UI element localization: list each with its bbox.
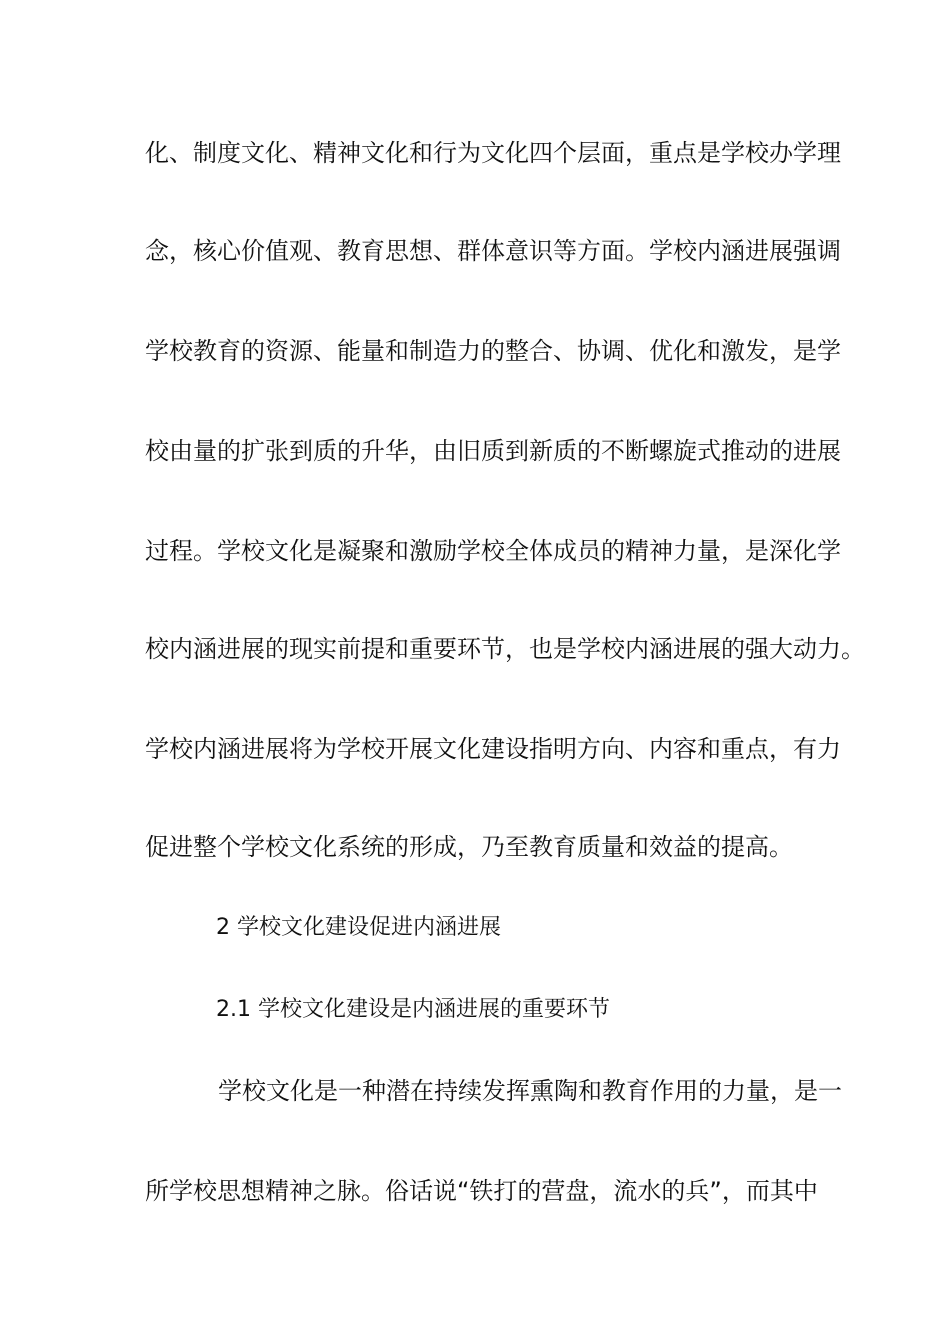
paragraph-line: 学校内涵进展将为学校开展文化建设指明方向、内容和重点，有力 (145, 735, 841, 763)
paragraph-line: 化、制度文化、精神文化和行为文化四个层面，重点是学校办学理 (145, 139, 841, 167)
paragraph-line: 学校文化是一种潜在持续发挥熏陶和教育作用的力量，是一 (218, 1077, 842, 1105)
section-heading: 2 学校文化建设促进内涵进展 (216, 915, 501, 940)
paragraph-line: 所学校思想精神之脉。俗话说“铁打的营盘，流水的兵”，而其中 (145, 1177, 818, 1205)
subsection-heading: 2.1 学校文化建设是内涵进展的重要环节 (216, 997, 610, 1022)
paragraph-line: 过程。学校文化是凝聚和激励学校全体成员的精神力量，是深化学 (145, 537, 841, 565)
paragraph-line: 校由量的扩张到质的升华，由旧质到新质的不断螺旋式推动的进展 (145, 437, 841, 465)
paragraph-line: 促进整个学校文化系统的形成，乃至教育质量和效益的提高。 (145, 833, 793, 861)
paragraph-line: 念，核心价值观、教育思想、群体意识等方面。学校内涵进展强调 (145, 237, 841, 265)
paragraph-line: 校内涵进展的现实前提和重要环节，也是学校内涵进展的强大动力。 (145, 635, 865, 663)
paragraph-line: 学校教育的资源、能量和制造力的整合、协调、优化和激发，是学 (145, 337, 841, 365)
